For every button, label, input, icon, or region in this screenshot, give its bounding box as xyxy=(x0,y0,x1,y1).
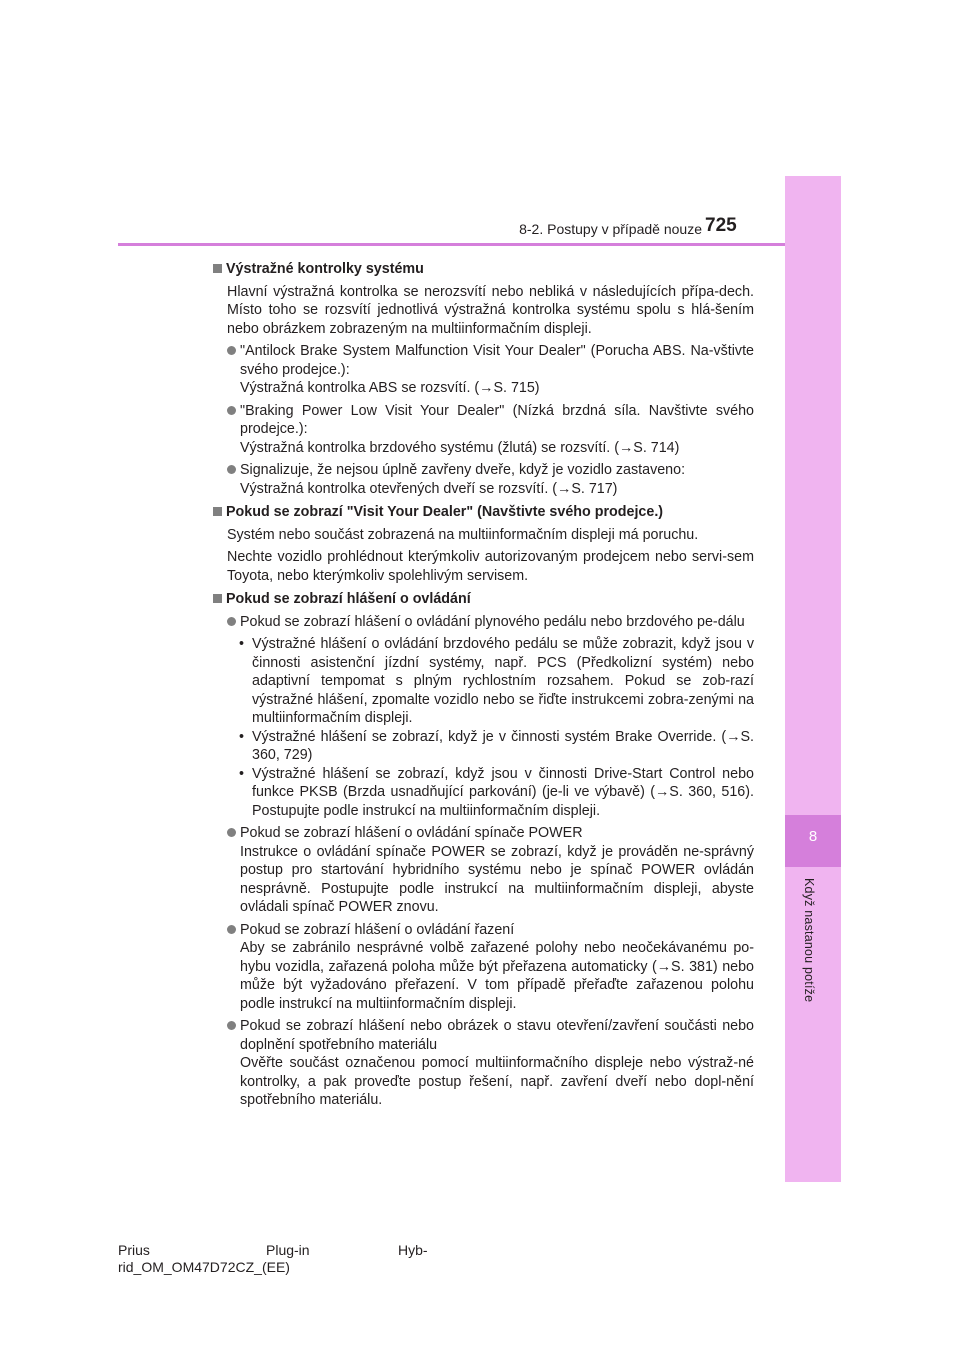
paragraph: Systém nebo součást zobrazená na multiinformačním displeji má poruchu. xyxy=(227,526,699,543)
chapter-number: 8 xyxy=(808,828,818,845)
list-item: Pokud se zobrazí hlášení o ovládání řazení Aby se zabránilo nesprávné volbě zařazené polohy nebo neočekávanému po-hybu vozidla, zařazená poloha může být přeřazena automaticky (→S. 381) nebo může být vyžadováno přeřazení. V tom případě přeřaďte zařazenou polohu podle instrukcí na multiinformačním displeji. xyxy=(210,921,754,1014)
page-content xyxy=(210,255,754,1110)
footer-variant: Plug-in xyxy=(266,1242,310,1258)
paragraph: Nechte vozidlo prohlédnout kterýmkoliv autorizovaným prodejcem nebo servi-sem Toyota, nebo kterýmkoliv spolehlivým servisem. xyxy=(227,549,754,584)
list-item: Signalizuje, že nejsou úplně zavřeny dveře, když je vozidlo zastaveno: Výstražná kontrolka otevřených dveří se rozsvítí. (→S. 717) xyxy=(210,461,754,498)
footer-model: Prius xyxy=(118,1242,150,1258)
list-item: Pokud se zobrazí hlášení o ovládání spínače POWER Instrukce o ovládání spínače POWER se zobrazí, když je prováděn ne-správný postup pro startování hybridního systému nebo je spínač POWER ovládán nesprávně. Postupujte podle instrukcí na multiinformačním displeji, abyste ovládali spínač POWER znovu. xyxy=(210,824,754,917)
chapter-title: Když nastanou potíže xyxy=(802,878,816,1003)
header-rule xyxy=(118,243,785,246)
circle-bullet-icon xyxy=(227,617,236,626)
list-item: Pokud se zobrazí hlášení o ovládání plynového pedálu nebo brzdového pe-dálu xyxy=(210,613,754,632)
footer-code: rid_OM_OM47D72CZ_(EE) xyxy=(118,1259,290,1275)
section-heading: Pokud se zobrazí "Visit Your Dealer" (Navštivte svého prodejce.) xyxy=(210,503,754,522)
square-bullet-icon xyxy=(213,594,222,603)
square-bullet-icon xyxy=(213,264,222,273)
paragraph: Hlavní výstražná kontrolka se nerozsvítí nebo nebliká v následujících přípa-dech. Místo toho se rozsvítí jednotlivá výstražná kontrolka systému spolu s hlá-šením nebo obrázkem zobrazeným na multiinformačním displeji. xyxy=(227,283,754,337)
sub-list-item: • Výstražné hlášení se zobrazí, když jsou v činnosti Drive-Start Control nebo funkce PKSB (Brzda usnadňující parkování) (je-li ve výbavě) (→S. 360, 516). Postupujte podle instrukcí na multiinformačním displeji. xyxy=(239,765,754,819)
list-item: Pokud se zobrazí hlášení nebo obrázek o stavu otevření/zavření součásti nebo doplnění spotřebního materiálu Ověřte součást označenou pomocí multiinformačního displeje nebo výstraž-né kontrolky, a pak proveďte postup řešení, např. zavření dveří nebo dopl-nění spotřebního materiálu. xyxy=(210,1017,754,1110)
footer-type: Hyb- xyxy=(398,1242,428,1258)
square-bullet-icon xyxy=(213,507,222,516)
circle-bullet-icon xyxy=(227,465,236,474)
side-tab-strip xyxy=(785,176,841,1182)
section-heading: Pokud se zobrazí hlášení o ovládání xyxy=(210,590,754,609)
footer xyxy=(118,1242,428,1276)
page-number: 725 xyxy=(705,215,737,236)
list-item: "Antilock Brake System Malfunction Visit Your Dealer" (Porucha ABS. Na-vštivte svého prodejce.): Výstražná kontrolka ABS se rozsvítí. (→S. 715) xyxy=(210,342,754,398)
circle-bullet-icon xyxy=(227,406,236,415)
section-heading: Výstražné kontrolky systému xyxy=(210,260,754,279)
list-item: "Braking Power Low Visit Your Dealer" (Nízká brzdná síla. Navštivte svého prodejce.): Výstražná kontrolka brzdového systému (žlutá) se rozsvítí. (→S. 714) xyxy=(210,402,754,458)
sub-list-item: • Výstražné hlášení o ovládání brzdového pedálu se může zobrazit, když jsou v činnosti asistenční jízdní systémy, např. PCS (Předkolizní systém) nebo adaptivní tempomat s plným rychlostním rozsahem. Pokud se zob-razí výstražné hlášení, zpomalte vozidlo nebo se řiďte instrukcemi zobra-zenými na multiinformačním displeji. xyxy=(239,636,754,726)
circle-bullet-icon xyxy=(227,1021,236,1030)
circle-bullet-icon xyxy=(227,925,236,934)
circle-bullet-icon xyxy=(227,346,236,355)
circle-bullet-icon xyxy=(227,828,236,837)
section-title: 8-2. Postupy v případě nouze xyxy=(519,221,702,237)
sub-list-item: • Výstražné hlášení se zobrazí, když je v činnosti systém Brake Override. (→S. 360, 729) xyxy=(239,728,754,763)
